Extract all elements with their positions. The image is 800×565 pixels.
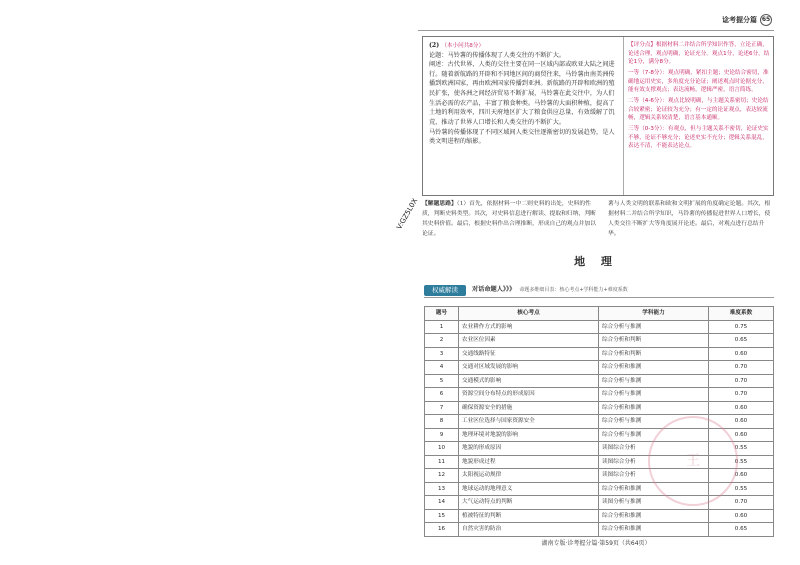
scoring-notes xyxy=(628,41,770,153)
table-cell: 交通线路特征 xyxy=(459,347,599,361)
table-cell: 综合分析与推测 xyxy=(599,320,709,334)
table-row xyxy=(425,374,774,388)
table-cell: 大气运动特点的判断 xyxy=(459,496,599,510)
scoring-level-1: 一等（7-8分）：观点明确，紧扣主题；史论结合密切，准确地运用史实，多角度充分论证；阐述观点时论据充分，能有效支撑观点；表达流畅，逻辑严密，语言简练。 xyxy=(628,69,769,94)
table-row xyxy=(425,482,774,496)
answer-conclusion: 马铃薯的传播体现了不同区域间人类交往逐渐密切的发展趋势，是人类文明进程的缩影。 xyxy=(429,128,615,146)
table-cell: 2 xyxy=(425,334,459,348)
table-row xyxy=(425,523,774,537)
header-cell: 题号 xyxy=(425,307,459,321)
page-header xyxy=(722,14,772,26)
scoring-level-3: 三等（0-3分）：有观点，但与主题关系不密切，论证史实不够，论证不够充分；论述史实不充分；逻辑关系混乱，表达不清，不能表达论点。 xyxy=(628,125,769,150)
banner-pill: 权威解读 xyxy=(424,285,466,296)
table-cell: 综合分析与推测 xyxy=(599,428,709,442)
table-cell: 综合分析和推测 xyxy=(599,523,709,537)
table-cell: 综合分析与推测 xyxy=(599,374,709,388)
table-row xyxy=(425,469,774,483)
table-row xyxy=(425,442,774,456)
column-divider xyxy=(623,37,624,195)
table-cell: 0.60 xyxy=(709,415,774,429)
banner-title: 对话命题人》》》 xyxy=(472,286,516,293)
table-row xyxy=(425,334,774,348)
exam-spec-table xyxy=(424,306,774,537)
table-cell: 地貌形成过程 xyxy=(459,455,599,469)
table-cell: 交通模式的影响 xyxy=(459,374,599,388)
table-cell: 0.60 xyxy=(709,347,774,361)
scoring-intro: 【评分点】根据材料二并结合所学知识作答，立论正确，论述合理，观点明确，论证充分。观点1分，论述6分，结论1分，满分8分。 xyxy=(628,42,770,66)
table-cell: 读图综合分析 xyxy=(599,455,709,469)
table-cell: 0.55 xyxy=(709,482,774,496)
table-cell: 0.70 xyxy=(709,374,774,388)
table-cell: 0.55 xyxy=(709,442,774,456)
table-cell: 综合分析与推测 xyxy=(599,388,709,402)
table-cell: 农业耕作方式的影响 xyxy=(459,320,599,334)
table-row xyxy=(425,361,774,375)
table-cell: 0.70 xyxy=(709,388,774,402)
table-cell: 0.60 xyxy=(709,509,774,523)
page-footer: 湖南专版·诊考握分篇·第59页（共64页） xyxy=(541,540,651,547)
question-heading xyxy=(429,41,619,51)
table-cell: 0.65 xyxy=(709,523,774,537)
table-cell: 确保资源安全的措施 xyxy=(459,401,599,415)
table-cell: 0.60 xyxy=(709,428,774,442)
table-cell: 4 xyxy=(425,361,459,375)
table-cell: 16 xyxy=(425,523,459,537)
table-cell: 0.60 xyxy=(709,469,774,483)
table-cell: 3 xyxy=(425,347,459,361)
page-badge: 65 xyxy=(760,14,772,26)
table-cell: 14 xyxy=(425,496,459,510)
document-page xyxy=(418,14,774,554)
section-title: 地 理 xyxy=(574,255,618,268)
table-cell: 综合分析和推测 xyxy=(599,482,709,496)
table-row xyxy=(425,428,774,442)
banner-subtitle: 命题多维细目表：核心考点+学科能力+难度系数 xyxy=(519,286,628,293)
table-cell: 综合分析和判断 xyxy=(599,347,709,361)
table-cell: 0.60 xyxy=(709,401,774,415)
table-cell: 综合分析和推测 xyxy=(599,401,709,415)
table-cell: 0.65 xyxy=(709,334,774,348)
table-cell: 资源空间分布特点的形成原因 xyxy=(459,388,599,402)
table-cell: 地理环境对地貌的影响 xyxy=(459,428,599,442)
table-cell: 5 xyxy=(425,374,459,388)
table-row xyxy=(425,401,774,415)
table-cell: 8 xyxy=(425,415,459,429)
answer-box xyxy=(422,36,774,196)
table-row xyxy=(425,415,774,429)
table-cell: 交通对区域发展的影响 xyxy=(459,361,599,375)
table-cell: 自然灾害的防治 xyxy=(459,523,599,537)
table-cell: 0.70 xyxy=(709,361,774,375)
table-cell: 读图分析与推测 xyxy=(599,496,709,510)
table-cell: 12 xyxy=(425,469,459,483)
table-cell: 地貌的形成原因 xyxy=(459,442,599,456)
answer-thesis: 论题：马铃薯的传播体现了人类交往的不断扩大。 xyxy=(429,51,566,59)
table-cell: 植被特征的判断 xyxy=(459,509,599,523)
table-cell: 15 xyxy=(425,509,459,523)
table-cell: 地球运动的地理意义 xyxy=(459,482,599,496)
stamp-text: 王 xyxy=(686,452,700,469)
answer-text xyxy=(429,41,619,147)
header-cell: 难度系数 xyxy=(709,307,774,321)
header-cell: 核心考点 xyxy=(459,307,599,321)
table-cell: 9 xyxy=(425,428,459,442)
scoring-level-2: 二等（4-6分）：观点比较明确，与主题关系密切；史论结合较紧密；论证较为充分；有一定的论证观点，表达较流畅，逻辑关系较清楚，语言基本通顺。 xyxy=(628,97,769,122)
table-cell: 读图综合分析 xyxy=(599,442,709,456)
table-cell: 太阳视运动规律 xyxy=(459,469,599,483)
table-cell: 0.75 xyxy=(709,320,774,334)
table-cell: 0.70 xyxy=(709,496,774,510)
table-row xyxy=(425,455,774,469)
table-cell: 1 xyxy=(425,320,459,334)
authority-banner xyxy=(424,284,774,298)
answer-body: 阐述：古代世界，人类的交往主要在同一区域内部或欧亚大陆之间进行。随着新航路的开辟和不同地区间的商贸往来，马铃薯由南美洲传播到欧洲国家，再由欧洲国家传播到亚洲。新航路的开辟和欧洲的殖民扩张，使各洲之间经济贸易不断扩展，马铃薯在此交往中，为人们生活必需的农产品，丰富了粮食种类。马铃薯的大面积种植，提高了土地的利用效率，四川天府地区扩大了粮食供应总量，有效缓解了饥荒，推动了世界人口增长和人类交往的不断扩大。 xyxy=(429,61,615,126)
analysis-left xyxy=(422,200,600,239)
table-row xyxy=(425,509,774,523)
side-watermark: V:GZ5L0X xyxy=(395,197,420,231)
table-cell: 读图综合分析 xyxy=(599,469,709,483)
table-row xyxy=(425,388,774,402)
table-header-row xyxy=(425,307,774,321)
table-cell: 综合分析与推测 xyxy=(599,415,709,429)
table-cell: 11 xyxy=(425,455,459,469)
table-cell: 10 xyxy=(425,442,459,456)
table-cell: 6 xyxy=(425,388,459,402)
table-row xyxy=(425,320,774,334)
table-cell: 0.55 xyxy=(709,455,774,469)
table-row xyxy=(425,347,774,361)
analysis-left-text: （1）首先，依据材料一中二则史料的出处，史料的性质，判断史料类型。其次，对史料信息进行解读、提取和归纳，判断其史料价值。最后，根据史料作出合理推断，形成自己的观点并加以论证。 xyxy=(422,201,596,237)
analysis-tag: 【解题思路】 xyxy=(422,201,457,207)
header-cell: 学科能力 xyxy=(599,307,709,321)
table-cell: 综合分析和推测 xyxy=(599,361,709,375)
table-cell: 综合分析和推测 xyxy=(599,509,709,523)
table-cell: 工业区位选择与国家资源安全 xyxy=(459,415,599,429)
header-title: 谂考握分篇 xyxy=(722,15,757,24)
header-divider xyxy=(418,30,774,31)
table-cell: 综合分析和判断 xyxy=(599,334,709,348)
table-cell: 13 xyxy=(425,482,459,496)
analysis-right: 薯与人类文明的联系和欧和文明扩展的角度确定论题。其次，根据材料二并结合所学知识，马铃薯的传播促进世界人口增长，使人类交往不断扩大等角度展开论述。最后，对观点进行总结升华。 xyxy=(608,201,771,237)
question-label: (2) xyxy=(429,42,440,49)
table-cell: 7 xyxy=(425,401,459,415)
table-cell: 农业区位因素 xyxy=(459,334,599,348)
question-note: （本小问共8分） xyxy=(441,43,485,49)
table-row xyxy=(425,496,774,510)
